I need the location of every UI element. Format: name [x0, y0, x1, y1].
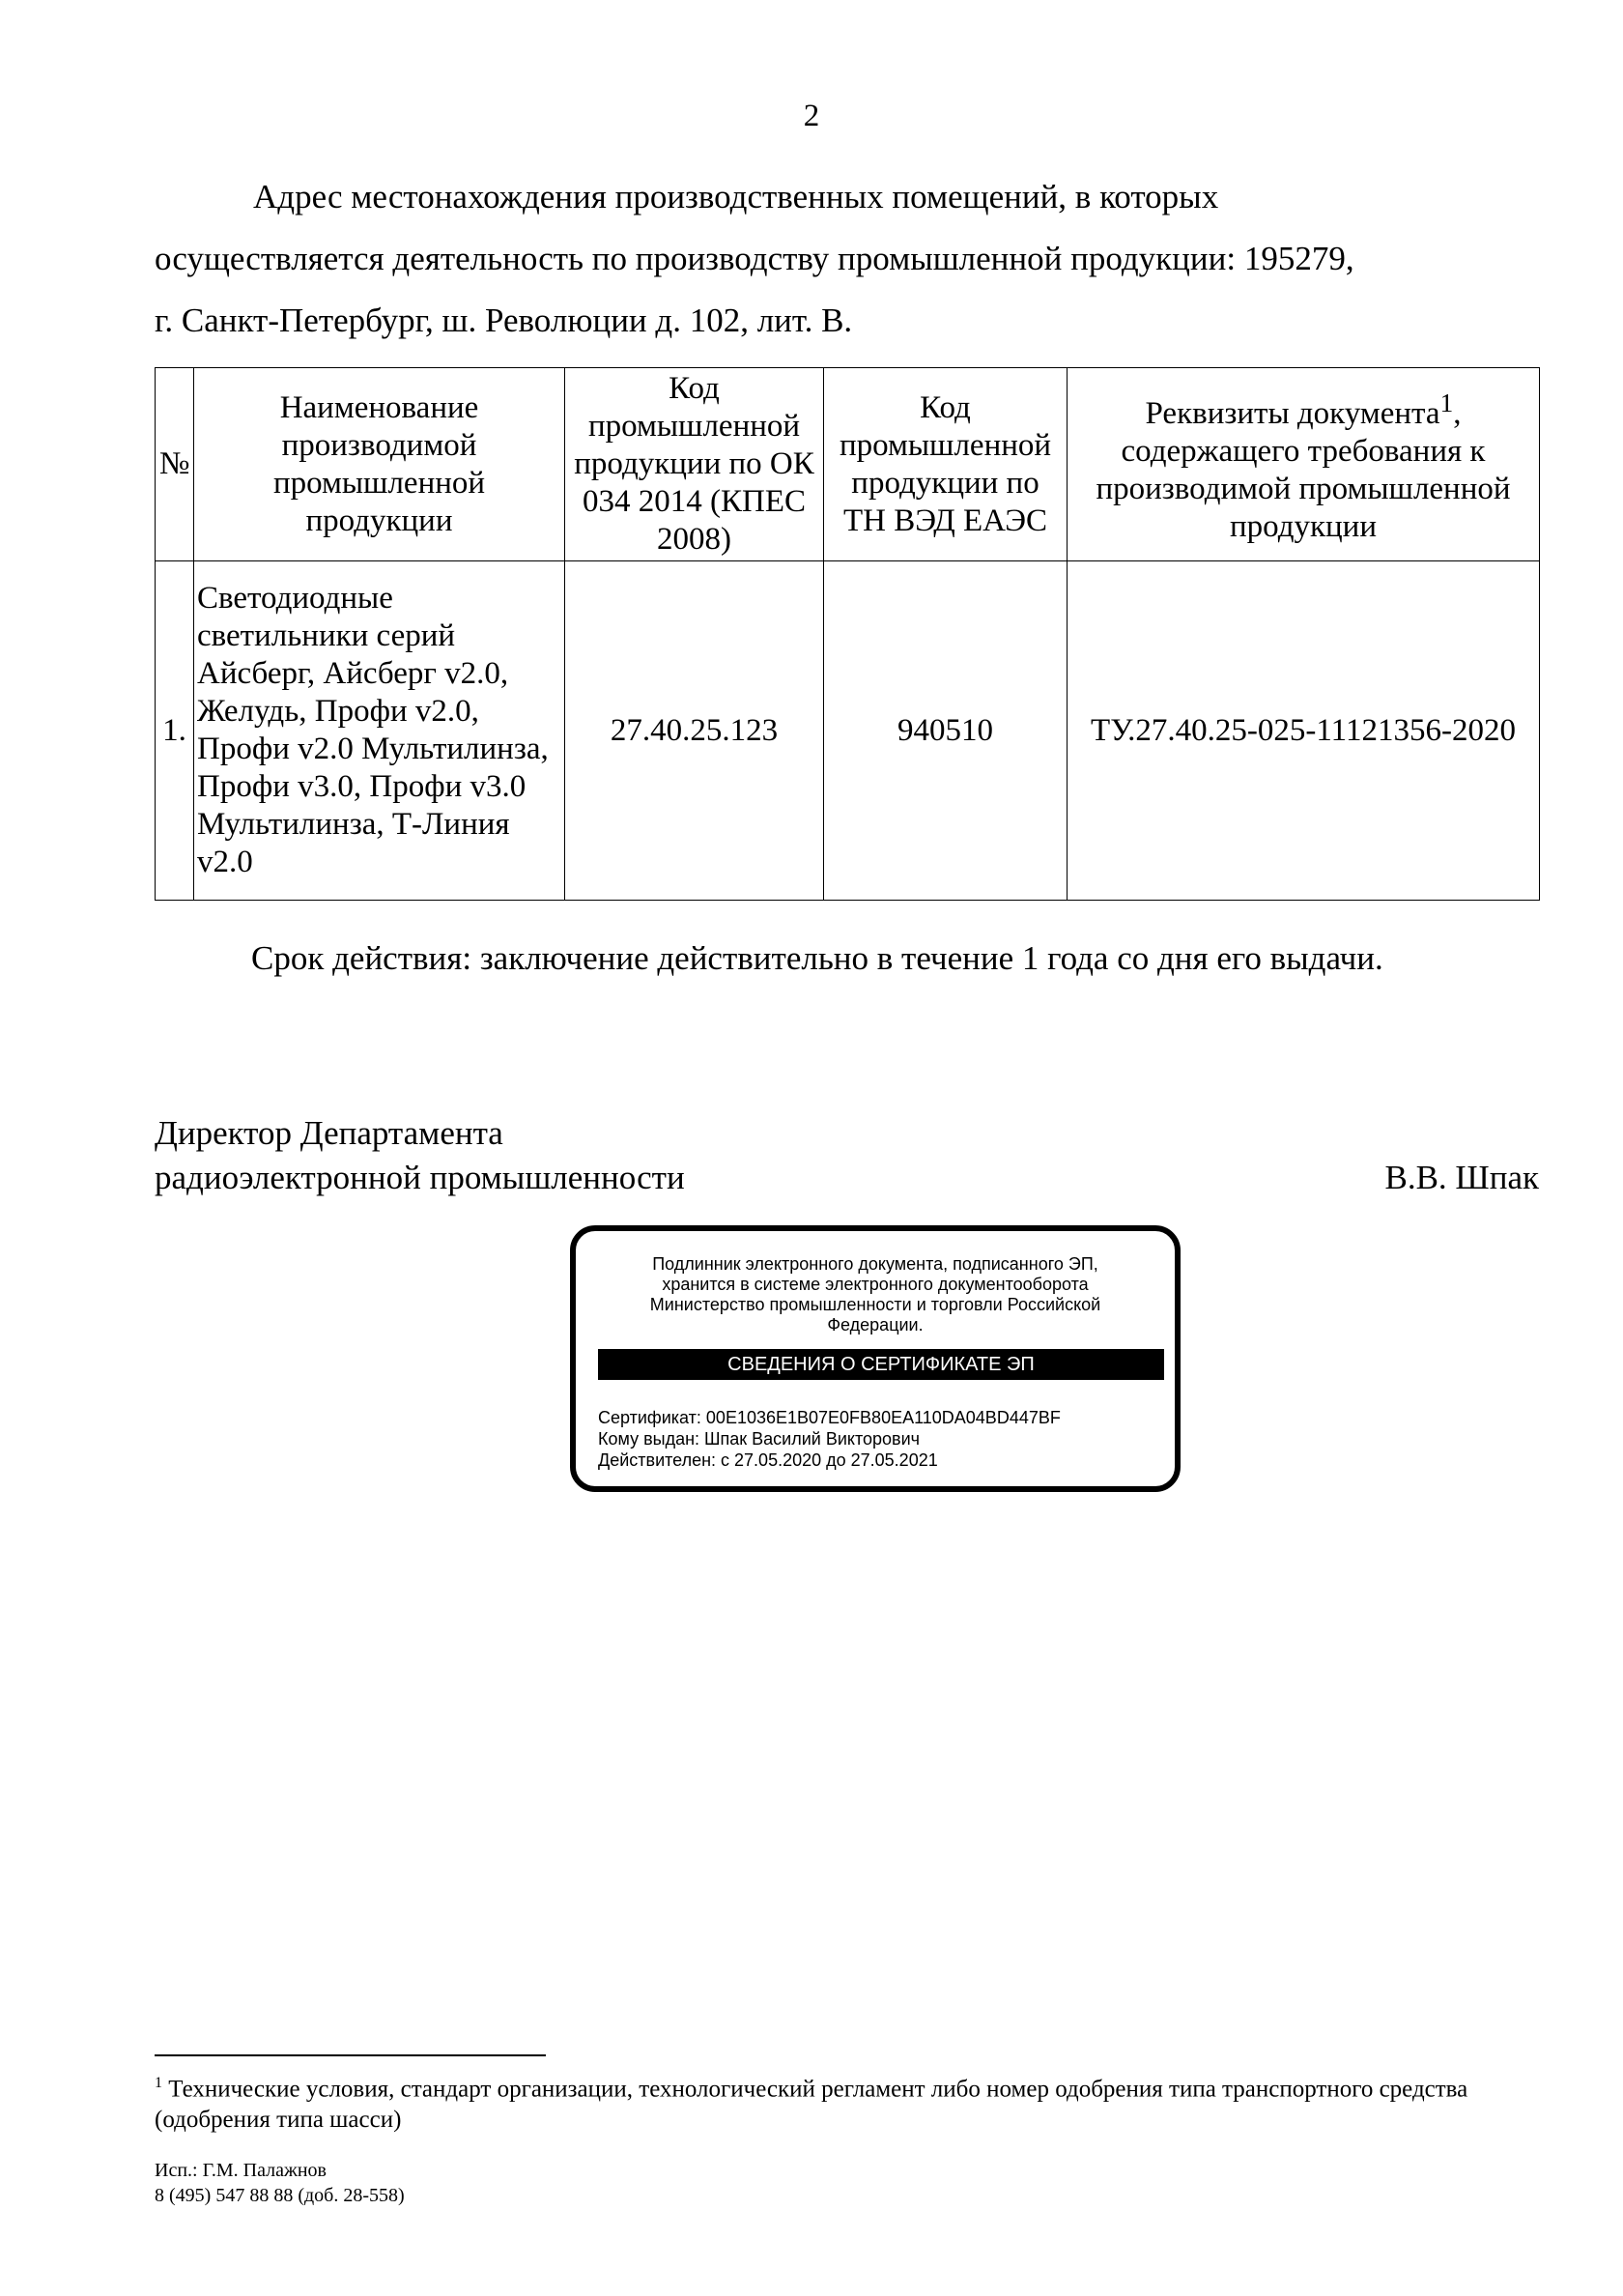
stamp-valid: Действителен: с 27.05.2020 до 27.05.2021: [598, 1450, 938, 1470]
signatory-name: В.В. Шпак: [1384, 1159, 1539, 1196]
table-row: [156, 561, 1540, 901]
table-header-row: [156, 368, 1540, 561]
stamp-certificate: Сертификат: 00E1036E1B07E0FB80EA110DA04BD447BF: [598, 1408, 1061, 1427]
stamp-header: СВЕДЕНИЯ О СЕРТИФИКАТЕ ЭП: [598, 1349, 1164, 1380]
address-line-3: г. Санкт-Петербург, ш. Революции д. 102, лит. В.: [155, 301, 853, 339]
header-name: Наименование производимой промышленной продукции: [194, 368, 565, 561]
address-paragraph: [155, 166, 1538, 352]
header-requisites: [1068, 368, 1540, 561]
row-requisites: ТУ.27.40.25-025-11121356-2020: [1068, 561, 1540, 901]
executor-info: [155, 2158, 405, 2208]
address-line-2: осуществляется деятельность по производству промышленной продукции: 195279,: [155, 240, 1354, 277]
footnote-divider: [155, 2054, 546, 2056]
row-num: 1.: [156, 561, 194, 901]
stamp-issued-to: Кому выдан: Шпак Василий Викторович: [598, 1429, 921, 1449]
header-okpd: Код промышленной продукции по ОК 034 2014 (КПЕС 2008): [565, 368, 824, 561]
position-line-1: Директор Департамента: [155, 1114, 503, 1152]
products-table: [155, 367, 1540, 901]
row-okpd-code: 27.40.25.123: [565, 561, 824, 901]
validity-statement: Срок действия: заключение действительно в течение 1 года со дня его выдачи.: [251, 939, 1383, 977]
signatory-position: [155, 1111, 685, 1200]
position-line-2: радиоэлектронной промышленности: [155, 1159, 685, 1196]
executor-phone: 8 (495) 547 88 88 (доб. 28-558): [155, 2185, 405, 2206]
row-tnved-code: 940510: [824, 561, 1068, 901]
header-num: №: [156, 368, 194, 561]
header-requisites-tail: , содержащего требования к производимой промышленной продукции: [1096, 395, 1511, 544]
header-tnved: Код промышленной продукции по ТН ВЭД ЕАЭС: [824, 368, 1068, 561]
footnote: [155, 2068, 1538, 2136]
executor-name: Исп.: Г.М. Палажнов: [155, 2160, 327, 2181]
stamp-intro-text: Подлинник электронного документа, подписанного ЭП, хранится в системе электронного документооборота Министерство промышленности и торговли Российской Федерации.: [649, 1254, 1101, 1335]
row-product-name: Светодиодные светильники серий Айсберг, Айсберг v2.0, Желудь, Профи v2.0, Профи v2.0 Мультилинза, Профи v3.0, Профи v3.0 Мультилинза, Т-Линия v2.0: [194, 561, 565, 901]
footnote-text: Технические условия, стандарт организации, технологический регламент либо номер одобрения типа транспортного средства (одобрения типа шасси): [155, 2076, 1468, 2134]
stamp-certificate-info: [598, 1407, 1061, 1471]
page-number: 2: [803, 99, 820, 133]
header-requisites-text: Реквизиты документа: [1145, 395, 1440, 431]
footnote-mark: 1: [155, 2075, 162, 2091]
footnote-reference: 1: [1439, 387, 1454, 417]
address-line-1: Адрес местонахождения производственных помещений, в которых: [253, 178, 1219, 215]
e-signature-stamp: [570, 1225, 1181, 1492]
